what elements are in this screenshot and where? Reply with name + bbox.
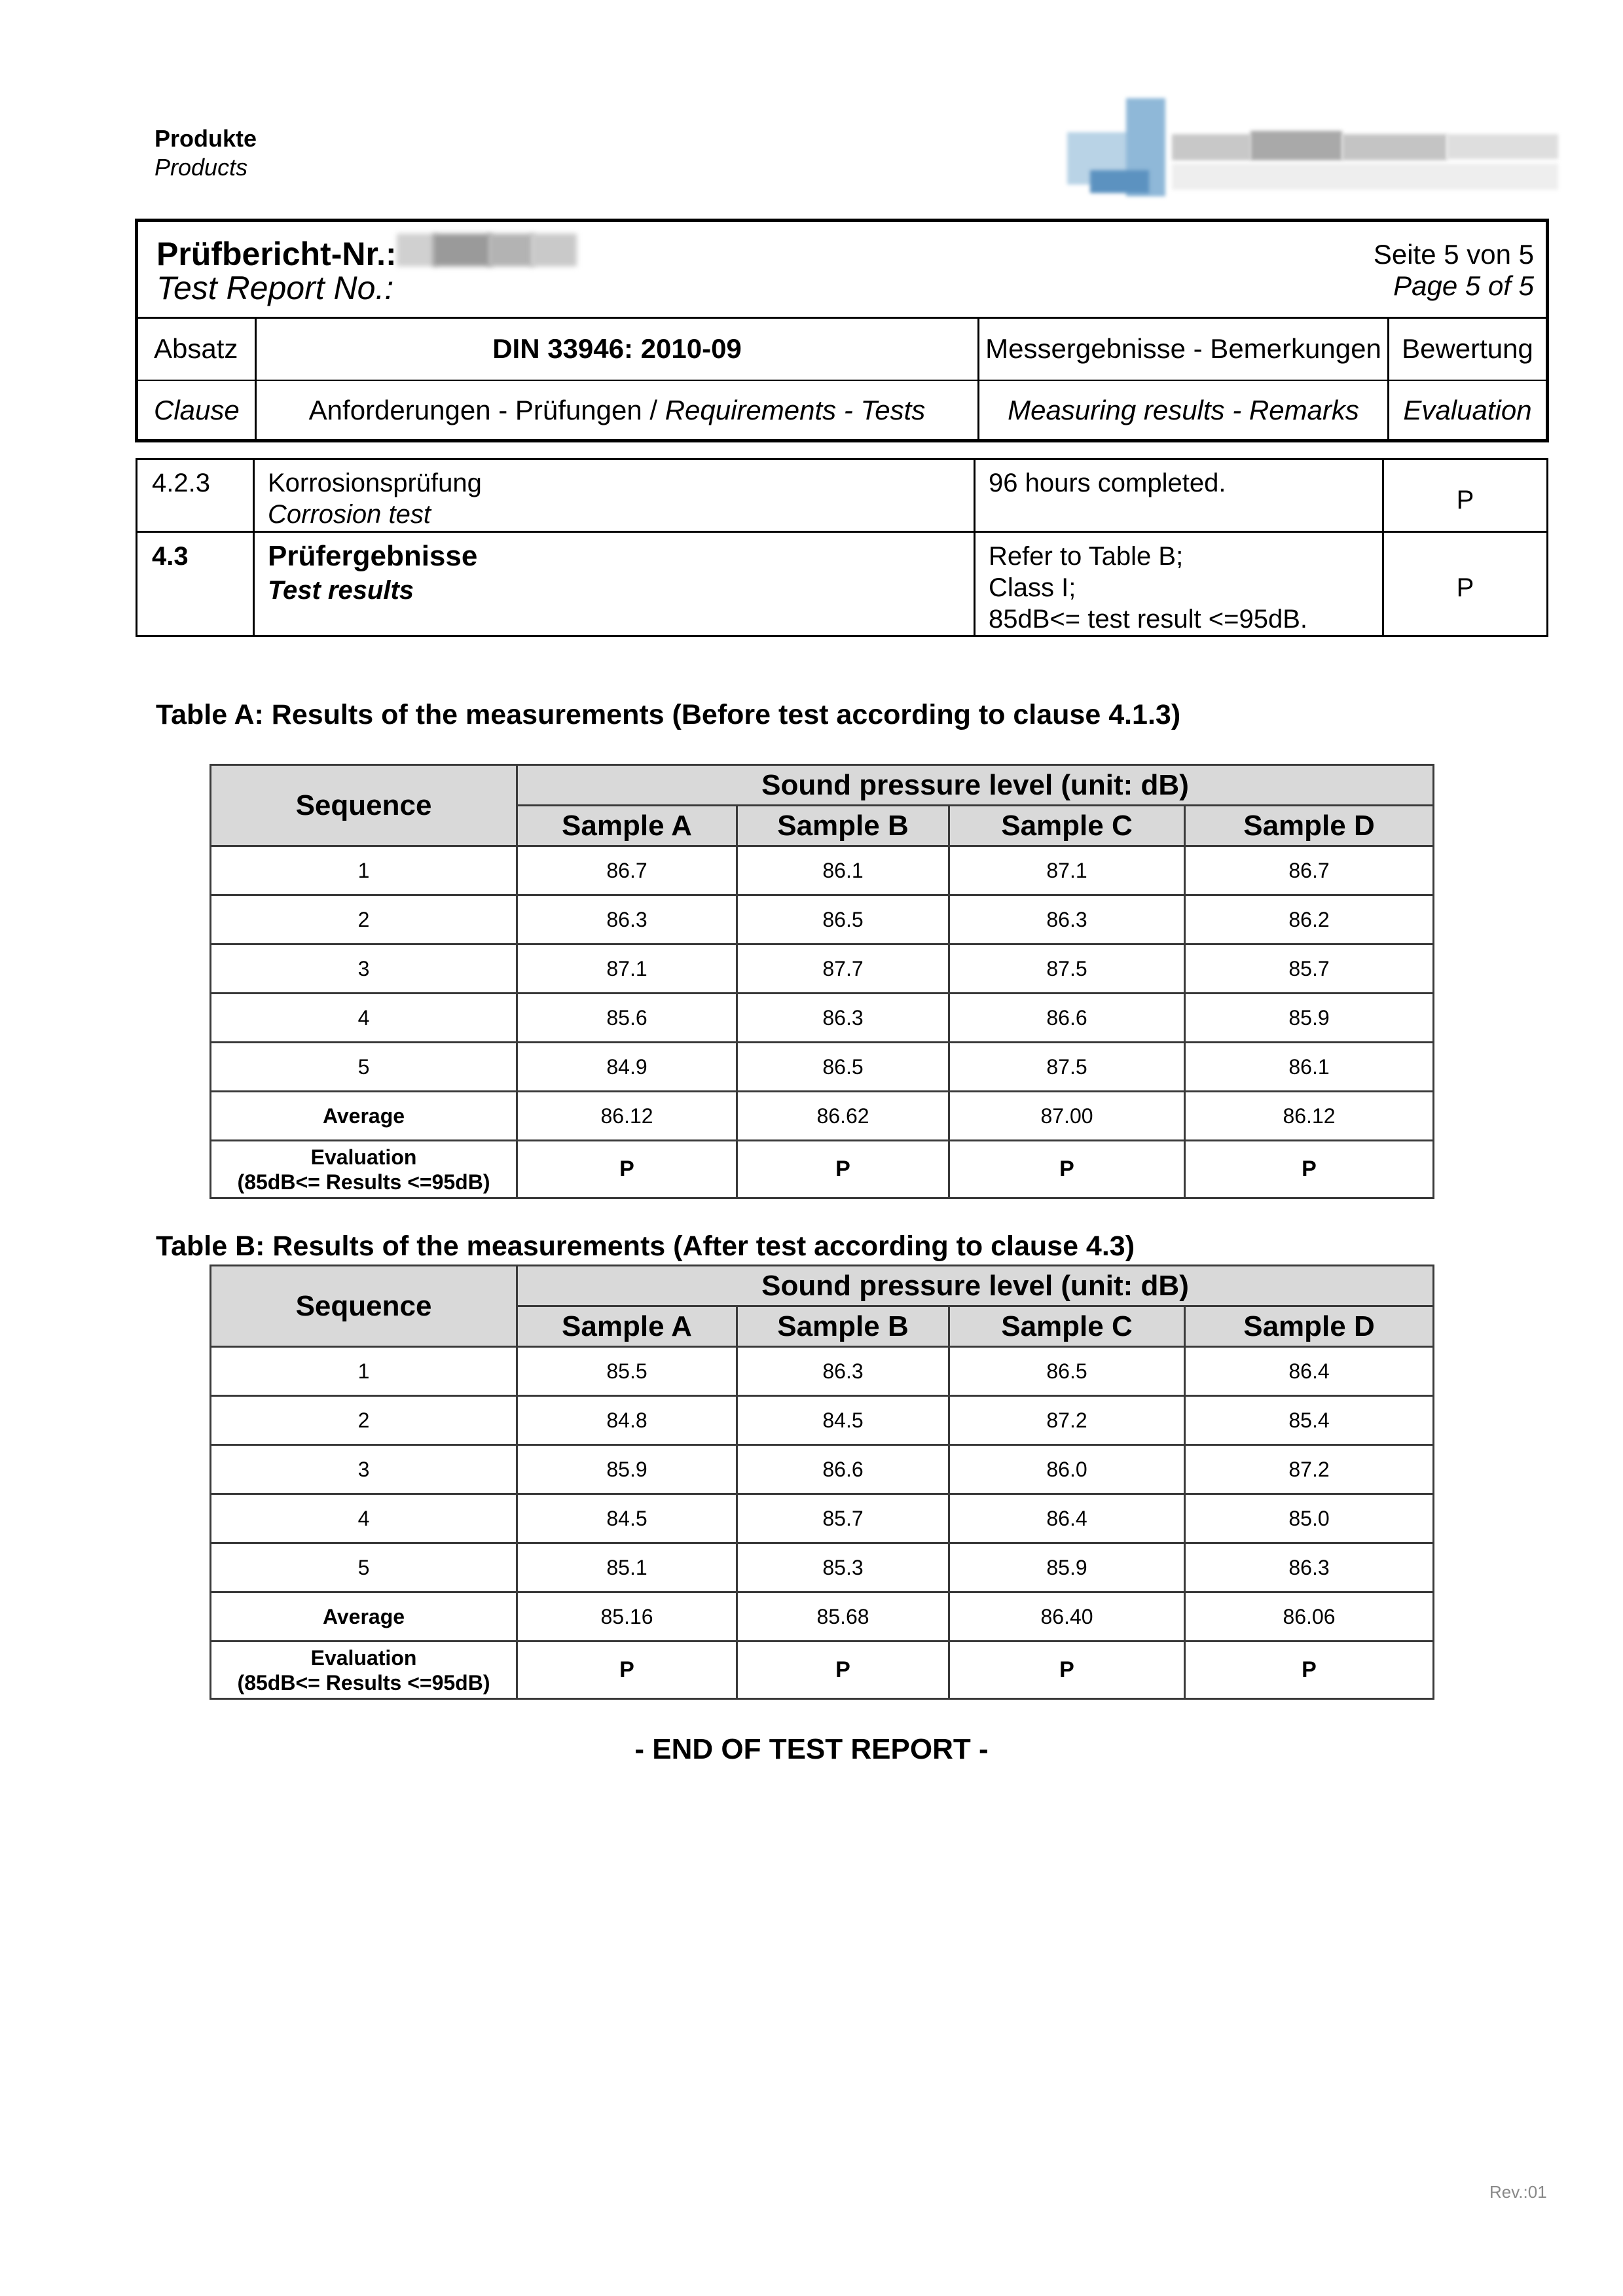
table-row xyxy=(211,994,1434,1043)
table-b-sample-c-header: Sample C xyxy=(949,1306,1185,1347)
evaluation-cell: P xyxy=(1185,1141,1434,1198)
table-cell: 87.5 xyxy=(949,1043,1185,1092)
table-cell: 85.7 xyxy=(737,1494,949,1543)
evaluation-label-line-2: (85dB<= Results <=95dB) xyxy=(237,1670,490,1695)
company-header xyxy=(155,124,257,182)
table-a-sample-a-header: Sample A xyxy=(517,806,737,846)
company-name-en: Products xyxy=(155,154,248,181)
column-requirements-de: Anforderungen - Prüfungen / xyxy=(308,395,665,425)
row-label: 1 xyxy=(211,846,517,895)
table-cell: 87.2 xyxy=(1185,1445,1434,1494)
evaluation-cell: P xyxy=(949,1641,1185,1699)
table-row xyxy=(211,1043,1434,1092)
evaluation-label-line-1: Evaluation xyxy=(310,1645,417,1670)
end-of-report: - END OF TEST REPORT - xyxy=(634,1733,989,1765)
evaluation-cell: P xyxy=(1185,1641,1434,1699)
row-label: 5 xyxy=(211,1043,517,1092)
table-cell: 84.5 xyxy=(517,1494,737,1543)
table-cell: 86.6 xyxy=(949,994,1185,1043)
clause-4-2-3-title-en: Corrosion test xyxy=(268,500,431,529)
average-cell: 86.40 xyxy=(949,1592,1185,1641)
table-b-sample-a-header: Sample A xyxy=(517,1306,737,1347)
table-cell: 85.7 xyxy=(1185,944,1434,994)
table-cell: 85.9 xyxy=(1185,994,1434,1043)
table-row xyxy=(211,1494,1434,1543)
row-label: 3 xyxy=(211,944,517,994)
table-a-sample-c-header: Sample C xyxy=(949,806,1185,846)
table-a-caption: Table A: Results of the measurements (Before test according to clause 4.1.3) xyxy=(156,699,1181,730)
table-row xyxy=(211,1347,1434,1396)
table-cell: 86.7 xyxy=(517,846,737,895)
average-label: Average xyxy=(211,1092,517,1141)
table-cell: 85.3 xyxy=(737,1543,949,1592)
average-cell: 86.06 xyxy=(1185,1592,1434,1641)
evaluation-cell: P xyxy=(517,1641,737,1699)
table-b-sample-d-header: Sample D xyxy=(1185,1306,1434,1347)
table-a-sequence-header: Sequence xyxy=(211,765,517,846)
average-cell: 85.16 xyxy=(517,1592,737,1641)
page-number-de: Seite 5 von 5 xyxy=(1373,239,1534,270)
report-number-redacted xyxy=(397,234,593,272)
average-cell: 86.12 xyxy=(517,1092,737,1141)
table-cell: 87.5 xyxy=(949,944,1185,994)
clause-4-3-result-line-1: Refer to Table B; xyxy=(989,542,1184,571)
table-average-row xyxy=(211,1092,1434,1141)
table-row xyxy=(211,1396,1434,1445)
table-cell: 86.3 xyxy=(517,895,737,944)
column-standard: DIN 33946: 2010-09 xyxy=(492,333,742,364)
clause-4-3-title-en: Test results xyxy=(268,576,414,605)
column-requirements-en: Requirements - Tests xyxy=(665,395,926,425)
report-number-label-de: Prüfbericht-Nr.: xyxy=(156,236,397,272)
row-label: 4 xyxy=(211,1494,517,1543)
table-cell: 85.6 xyxy=(517,994,737,1043)
table-cell: 86.2 xyxy=(1185,895,1434,944)
revision-number: Rev.:01 xyxy=(1489,2182,1547,2202)
table-cell: 86.6 xyxy=(737,1445,949,1494)
evaluation-cell: P xyxy=(517,1141,737,1198)
clause-4-2-3-id: 4.2.3 xyxy=(152,469,210,497)
clause-4-3-result-line-2: Class I; xyxy=(989,573,1076,602)
table-cell: 86.5 xyxy=(737,1043,949,1092)
table-b-group-header: Sound pressure level (unit: dB) xyxy=(517,1266,1434,1306)
table-cell: 86.0 xyxy=(949,1445,1185,1494)
table-cell: 86.3 xyxy=(1185,1543,1434,1592)
evaluation-cell: P xyxy=(737,1641,949,1699)
evaluation-cell: P xyxy=(737,1141,949,1198)
column-evaluation-de: Bewertung xyxy=(1402,333,1533,364)
table-cell: 87.1 xyxy=(517,944,737,994)
evaluation-label-line-1: Evaluation xyxy=(310,1145,417,1169)
row-label: 2 xyxy=(211,1396,517,1445)
average-cell: 87.00 xyxy=(949,1092,1185,1141)
table-b xyxy=(210,1265,1434,1700)
report-number-row xyxy=(138,222,1546,319)
clause-4-3-evaluation: P xyxy=(1456,573,1474,602)
evaluation-cell: P xyxy=(949,1141,1185,1198)
table-cell: 87.2 xyxy=(949,1396,1185,1445)
table-cell: 84.5 xyxy=(737,1396,949,1445)
table-cell: 85.4 xyxy=(1185,1396,1434,1445)
table-b-sample-b-header: Sample B xyxy=(737,1306,949,1347)
table-evaluation-row xyxy=(211,1141,1434,1198)
table-cell: 86.4 xyxy=(1185,1347,1434,1396)
evaluation-label xyxy=(211,1641,517,1699)
row-label: 4 xyxy=(211,994,517,1043)
table-cell: 84.8 xyxy=(517,1396,737,1445)
column-results-de: Messergebnisse - Bemerkungen xyxy=(985,333,1381,364)
table-average-row xyxy=(211,1592,1434,1641)
row-label: 3 xyxy=(211,1445,517,1494)
table-cell: 86.5 xyxy=(737,895,949,944)
table-row xyxy=(211,846,1434,895)
report-header-box xyxy=(135,219,1549,442)
clause-4-3-title-de: Prüfergebnisse xyxy=(268,540,478,572)
column-evaluation-en: Evaluation xyxy=(1403,395,1532,425)
clause-4-3-id: 4.3 xyxy=(152,542,189,571)
column-clause-de: Absatz xyxy=(154,333,238,364)
report-number-label-en: Test Report No.: xyxy=(156,270,394,306)
average-cell: 85.68 xyxy=(737,1592,949,1641)
table-cell: 85.0 xyxy=(1185,1494,1434,1543)
row-label: 5 xyxy=(211,1543,517,1592)
table-row xyxy=(211,1445,1434,1494)
table-cell: 87.1 xyxy=(949,846,1185,895)
table-cell: 86.1 xyxy=(1185,1043,1434,1092)
row-label: 2 xyxy=(211,895,517,944)
column-clause-en: Clause xyxy=(154,395,240,425)
table-cell: 85.9 xyxy=(949,1543,1185,1592)
table-cell: 86.5 xyxy=(949,1347,1185,1396)
table-a-sample-d-header: Sample D xyxy=(1185,806,1434,846)
table-cell: 86.3 xyxy=(949,895,1185,944)
clause-4-3-result-line-3: 85dB<= test result <=95dB. xyxy=(989,605,1308,634)
clause-4-2-3-title-de: Korrosionsprüfung xyxy=(268,469,482,497)
table-a-sample-b-header: Sample B xyxy=(737,806,949,846)
table-b-sequence-header: Sequence xyxy=(211,1266,517,1347)
table-cell: 86.3 xyxy=(737,1347,949,1396)
table-cell: 85.1 xyxy=(517,1543,737,1592)
table-cell: 86.3 xyxy=(737,994,949,1043)
average-cell: 86.12 xyxy=(1185,1092,1434,1141)
row-label: 1 xyxy=(211,1347,517,1396)
column-requirements xyxy=(257,395,977,426)
clause-4-2-3-evaluation: P xyxy=(1456,486,1474,514)
average-label: Average xyxy=(211,1592,517,1641)
evaluation-label-line-2: (85dB<= Results <=95dB) xyxy=(237,1170,490,1194)
table-cell: 86.7 xyxy=(1185,846,1434,895)
table-a-group-header: Sound pressure level (unit: dB) xyxy=(517,765,1434,806)
table-cell: 87.7 xyxy=(737,944,949,994)
table-row xyxy=(211,944,1434,994)
table-a xyxy=(210,764,1434,1199)
table-cell: 86.1 xyxy=(737,846,949,895)
table-row xyxy=(211,895,1434,944)
table-cell: 85.5 xyxy=(517,1347,737,1396)
column-results-en: Measuring results - Remarks xyxy=(1008,395,1359,425)
average-cell: 86.62 xyxy=(737,1092,949,1141)
table-evaluation-row xyxy=(211,1641,1434,1699)
clause-4-2-3-result: 96 hours completed. xyxy=(989,469,1226,497)
company-name-de: Produkte xyxy=(155,125,257,152)
table-b-caption: Table B: Results of the measurements (After test according to clause 4.3) xyxy=(156,1230,1135,1262)
page-number-en: Page 5 of 5 xyxy=(1393,270,1534,301)
company-logo xyxy=(1061,98,1558,223)
table-cell: 86.4 xyxy=(949,1494,1185,1543)
table-cell: 85.9 xyxy=(517,1445,737,1494)
table-row xyxy=(211,1543,1434,1592)
table-cell: 84.9 xyxy=(517,1043,737,1092)
evaluation-label xyxy=(211,1141,517,1198)
